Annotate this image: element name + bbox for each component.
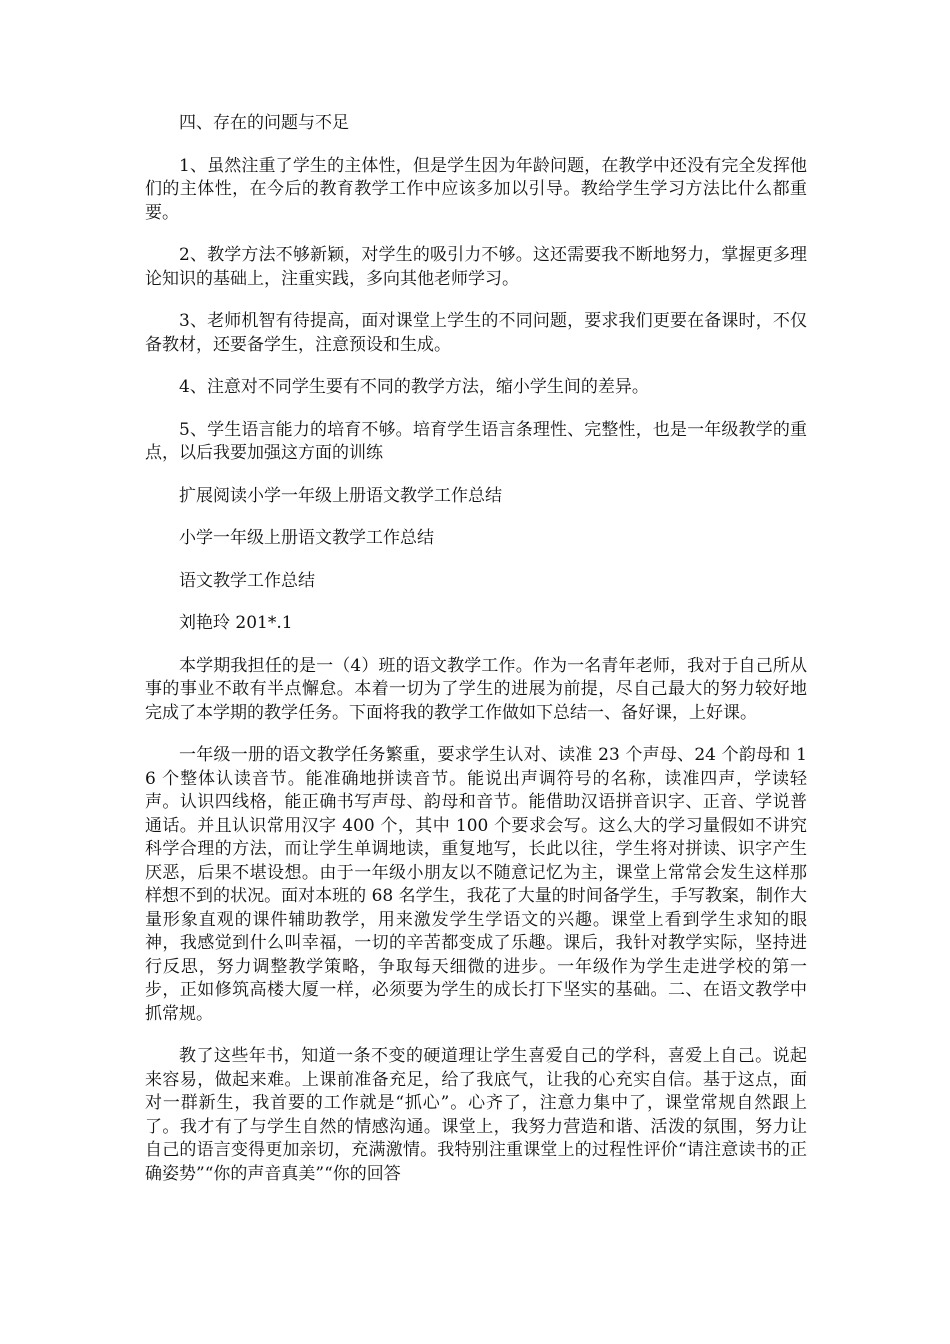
document-body [145, 112, 807, 1205]
author-date: 刘艳玲 201*.1 [179, 613, 293, 633]
article-title: 小学一年级上册语文教学工作总结 [179, 528, 434, 548]
paragraph: 本学期我担任的是一（4）班的语文教学工作。作为一名青年老师，我对于自己所从事的事业不敢有半点懈怠。本着一切为了学生的进展为前提，尽自己最大的努力较好地完成了本学期的教学任务。下面将我的教学工作做如下总结一、备好课，上好课。 [145, 655, 807, 723]
paragraph: 2、教学方法不够新颖，对学生的吸引力不够。这还需要我不断地努力，掌握更多理论知识的基础上，注重实践，多向其他老师学习。 [145, 245, 807, 289]
paragraph: 3、老师机智有待提高，面对课堂上学生的不同问题，要求我们更要在备课时，不仅备教材，还要备学生，注意预设和生成。 [145, 311, 807, 355]
article-subtitle: 语文教学工作总结 [179, 570, 315, 591]
section-heading: 四、存在的问题与不足 [179, 113, 349, 133]
paragraph: 一年级一册的语文教学任务繁重，要求学生认对、读准 23 个声母、24 个韵母和 16 个整体认读音节。能准确地拼读音节。能说出声调符号的名称，读准四声，学读轻声。认识四线格，能正确书写声母、韵母和音节。能借助汉语拼音识字、正音、学说普通话。并且认识常用汉字 400 个，其中 100 个要求会写。这么大的学习量假如不讲究科学合理的方法，而让学生单调地读，重复地写，长此以往，学生将对拼读、识字产生厌恶，后果不堪设想。由于一年级小朋友以不随意记忆为主，课堂上常常会发生这样那样想不到的状况。面对本班的 68 名学生，我花了大量的时间备学生，手写教案，制作大量形象直观的课件辅助教学，用来激发学生学语文的兴趣。课堂上看到学生求知的眼神，我感觉到什么叫幸福，一切的辛苦都变成了乐趣。课后，我针对教学实际，坚持进行反思，努力调整教学策略，争取每天细微的进步。一年级作为学生走进学校的第一步，正如修筑高楼大厦一样，必须要为学生的成长打下坚实的基础。二、在语文教学中抓常规。 [145, 745, 807, 1024]
paragraph: 5、学生语言能力的培育不够。培育学生语言条理性、完整性，也是一年级教学的重点，以后我要加强这方面的训练 [145, 419, 807, 463]
paragraph: 1、虽然注重了学生的主体性，但是学生因为年龄问题，在教学中还没有完全发挥他们的主体性，在今后的教育教学工作中应该多加以引导。教给学生学习方法比什么都重要。 [145, 155, 807, 223]
extended-reading-title: 扩展阅读小学一年级上册语文教学工作总结 [179, 485, 502, 506]
paragraph: 教了这些年书，知道一条不变的硬道理让学生喜爱自己的学科，喜爱上自己。说起来容易，做起来难。上课前准备充足，给了我底气，让我的心充实自信。基于这点，面对一群新生，我首要的工作就是“抓心”。心齐了，注意力集中了，课堂常规自然跟上了。我才有了与学生自然的情感沟通。课堂上，我努力营造和谐、活泼的氛围，努力让自己的语言变得更加亲切，充满激情。我特别注重课堂上的过程性评价“请注意读书的正确姿势”“你的声音真美”“你的回答 [145, 1046, 807, 1184]
paragraph: 4、注意对不同学生要有不同的教学方法，缩小学生间的差异。 [179, 377, 649, 397]
